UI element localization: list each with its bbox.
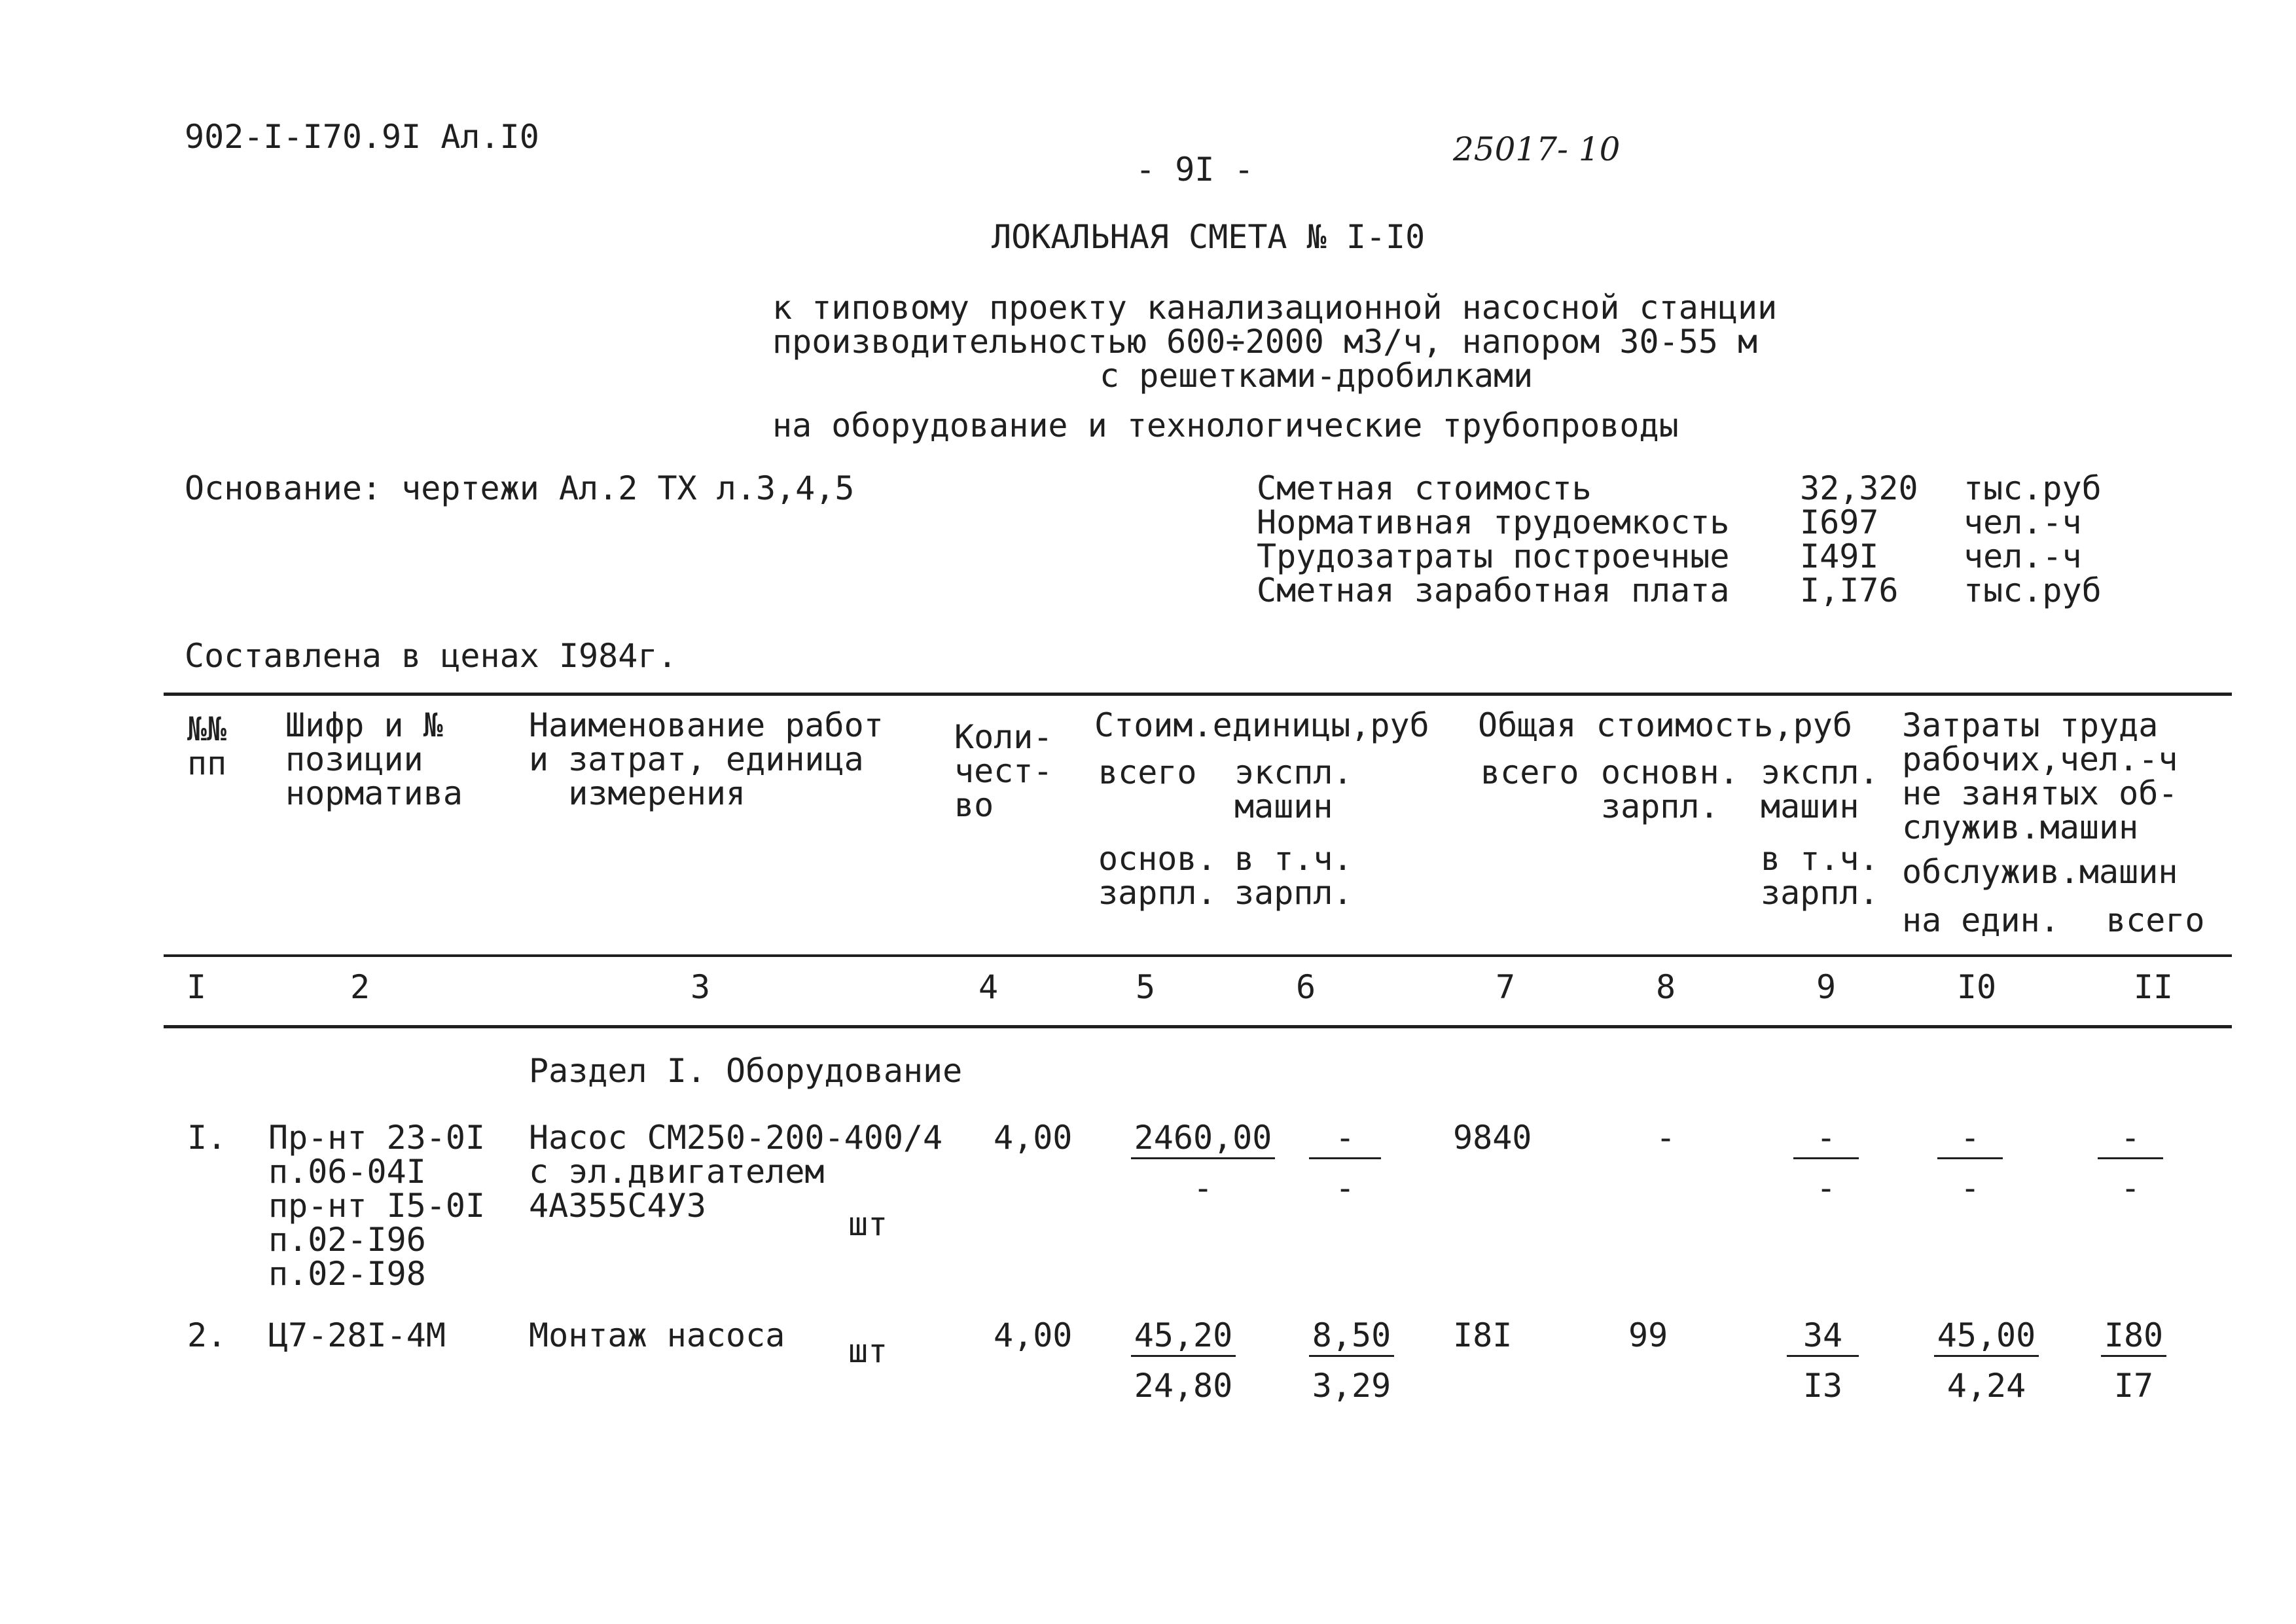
header-total-machines: экспл. машин	[1761, 753, 1879, 825]
row-unit: шт	[848, 1332, 888, 1370]
column-number: 3	[690, 968, 711, 1006]
column-number: I	[186, 968, 207, 1006]
row-name: Монтаж насоса	[529, 1316, 785, 1354]
summary-label: Нормативная трудоемкость	[1257, 503, 1730, 541]
column-number: II	[2133, 968, 2174, 1006]
row-labor-total: $\frac{I80}{I7}$	[2101, 1318, 2166, 1403]
row-unit: шт	[848, 1205, 888, 1243]
column-number: 7	[1495, 968, 1516, 1006]
basis-line: Основание: чертежи Ал.2 ТХ л.3,4,5	[185, 469, 855, 507]
header-unit-machines: экспл. машин	[1234, 753, 1353, 825]
row-code: Ц7-28I-4М	[268, 1316, 446, 1354]
row-qty: 4,00	[994, 1119, 1073, 1157]
summary-unit: чел.-ч	[1964, 537, 2082, 575]
column-number: I0	[1956, 968, 1997, 1006]
header-total-wage: основн. зарпл.	[1601, 753, 1739, 825]
header-labor-machines: обслужив.машин	[1902, 853, 2178, 891]
summary-value: I697	[1800, 503, 1879, 541]
header-qty: Коли- чест- во	[954, 718, 1053, 824]
row-total: I8I	[1453, 1316, 1513, 1354]
row-number: 2.	[187, 1316, 227, 1354]
header-unit-machine-wage: в т.ч. зарпл.	[1234, 840, 1353, 912]
header-total-machine-wage: в т.ч. зарпл.	[1761, 840, 1879, 912]
section-title: Раздел I. Оборудование	[529, 1052, 963, 1090]
summary-unit: чел.-ч	[1964, 503, 2082, 541]
document-code: 902-I-I70.9I Ал.I0	[185, 118, 539, 156]
row-name: Насос СМ250-200-400/4 с эл.двигателем 4А355С4У3	[529, 1119, 943, 1225]
header-total-cost: Общая стоимость,руб	[1478, 706, 1852, 744]
summary-label: Сметная стоимость	[1257, 469, 1592, 507]
prices-note: Составлена в ценах I984г.	[185, 637, 677, 675]
summary-unit: тыс.руб	[1964, 571, 2102, 609]
row-total-wage: 99	[1628, 1316, 1668, 1354]
header-labor-total: всего	[2106, 901, 2205, 939]
row-unit-cost: 2460,00 -	[1131, 1121, 1275, 1205]
column-number: 9	[1816, 968, 1837, 1006]
row-total: 9840	[1453, 1119, 1532, 1157]
handwritten-number: 25017- 10	[1453, 130, 1621, 168]
header-unit-total: всего	[1098, 753, 1197, 791]
row-labor-per-unit: - -	[1937, 1121, 2003, 1205]
column-number: 8	[1655, 968, 1676, 1006]
estimate-purpose: на оборудование и технологические трубопроводы	[772, 406, 1679, 444]
header-num: №№ пп	[187, 710, 227, 782]
header-unit-wage: основ. зарпл.	[1098, 840, 1217, 912]
summary-label: Трудозатраты построечные	[1257, 537, 1730, 575]
header-total-all: всего	[1480, 753, 1579, 791]
header-name: Наименование работ и затрат, единица измерения	[529, 706, 884, 812]
row-labor-per-unit: $\frac{45,00}{4,24}$	[1934, 1318, 2039, 1403]
table-top-rule	[164, 693, 2232, 696]
header-unit-cost: Стоим.единицы,руб	[1094, 706, 1429, 744]
header-bottom-rule	[164, 954, 2232, 957]
subtitle-line-2: производительностью 600÷2000 м3/ч, напором 30-55 м	[772, 323, 1758, 361]
row-unit-cost: $\frac{45,20}{24,80}$	[1131, 1318, 1236, 1403]
row-code: Пр-нт 23-0I п.06-04I пр-нт I5-0I п.02-I96 п.02-I98	[268, 1119, 486, 1293]
column-numbers-rule	[164, 1025, 2232, 1028]
page-number: - 9I -	[1136, 151, 1254, 189]
column-number: 6	[1295, 968, 1316, 1006]
row-total-machines: - -	[1793, 1121, 1859, 1205]
header-labor-per-unit: на един.	[1902, 901, 2060, 939]
row-qty: 4,00	[994, 1316, 1073, 1354]
summary-value: 32,320	[1800, 469, 1918, 507]
column-number: 4	[978, 968, 999, 1006]
summary-unit: тыс.руб	[1964, 469, 2102, 507]
subtitle-line-3: с решетками-дробилками	[1100, 357, 1534, 395]
row-total-machines: $\frac{34}{I3}$	[1787, 1318, 1859, 1403]
column-number: 5	[1135, 968, 1156, 1006]
estimate-title: ЛОКАЛЬНАЯ СМЕТА № I-I0	[992, 218, 1426, 256]
summary-value: I49I	[1800, 537, 1879, 575]
row-unit-machines: - -	[1309, 1121, 1381, 1205]
subtitle-line-1: к типовому проекту канализационной насосной станции	[772, 289, 1778, 327]
summary-label: Сметная заработная плата	[1257, 571, 1730, 609]
summary-value: I,I76	[1800, 571, 1899, 609]
row-total-wage: -	[1655, 1119, 1676, 1157]
row-unit-machines: $\frac{8,50}{3,29}$	[1309, 1318, 1394, 1403]
row-labor-total: - -	[2098, 1121, 2163, 1205]
header-labor: Затраты труда рабочих,чел.-ч не занятых об- служив.машин	[1902, 706, 2178, 846]
header-code: Шифр и № позиции норматива	[285, 706, 463, 812]
row-number: I.	[187, 1119, 227, 1157]
column-number: 2	[350, 968, 370, 1006]
